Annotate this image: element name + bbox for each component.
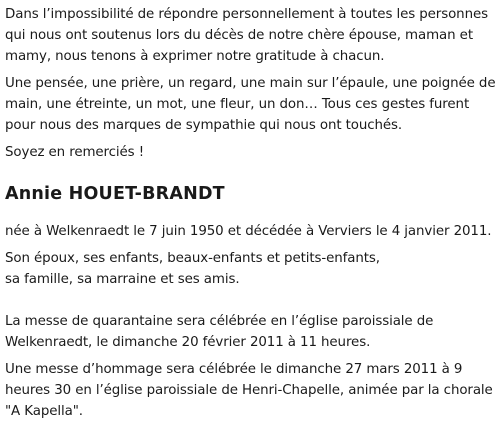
intro-line: mamy, nous tenons à exprimer notre gratitude à chacun. xyxy=(5,49,385,64)
deceased-name: Annie HOUET-BRANDT xyxy=(5,184,225,204)
family-line: Son époux, ses enfants, beaux-enfants et petits-enfants, xyxy=(5,251,380,266)
mass-hommage-line: heures 30 en l’église paroissiale de Henri-Chapelle, animée par la chorale xyxy=(5,383,493,398)
intro-paragraph xyxy=(5,4,495,67)
gestures-line: Une pensée, une prière, un regard, une main sur l’épaule, une poignée de xyxy=(5,76,496,91)
mass-hommage-line: "A Kapella". xyxy=(5,404,83,419)
mass-quarantaine-line: La messe de quarantaine sera célébrée en l’église paroissiale de xyxy=(5,314,434,329)
gestures-paragraph xyxy=(5,73,495,136)
mass-quarantaine-paragraph xyxy=(5,311,495,353)
intro-line: Dans l’impossibilité de répondre personnellement à toutes les personnes xyxy=(5,7,488,22)
thanks-text: Soyez en remerciés ! xyxy=(5,145,144,160)
mass-quarantaine-line: Welkenraedt, le dimanche 20 février 2011 à 11 heures. xyxy=(5,335,371,350)
gestures-line: pour nous des marques de sympathie qui nous ont touchés. xyxy=(5,118,403,133)
family-paragraph xyxy=(5,248,495,290)
mass-hommage-line: Une messe d’hommage sera célébrée le dimanche 27 mars 2011 à 9 xyxy=(5,362,463,377)
intro-line: qui nous ont soutenus lors du décès de notre chère épouse, maman et xyxy=(5,28,473,43)
birth-death-text: née à Welkenraedt le 7 juin 1950 et décédée à Verviers le 4 janvier 2011. xyxy=(5,224,492,239)
family-line: sa famille, sa marraine et ses amis. xyxy=(5,272,240,287)
gestures-line: main, une étreinte, un mot, une fleur, un don… Tous ces gestes furent xyxy=(5,97,470,112)
